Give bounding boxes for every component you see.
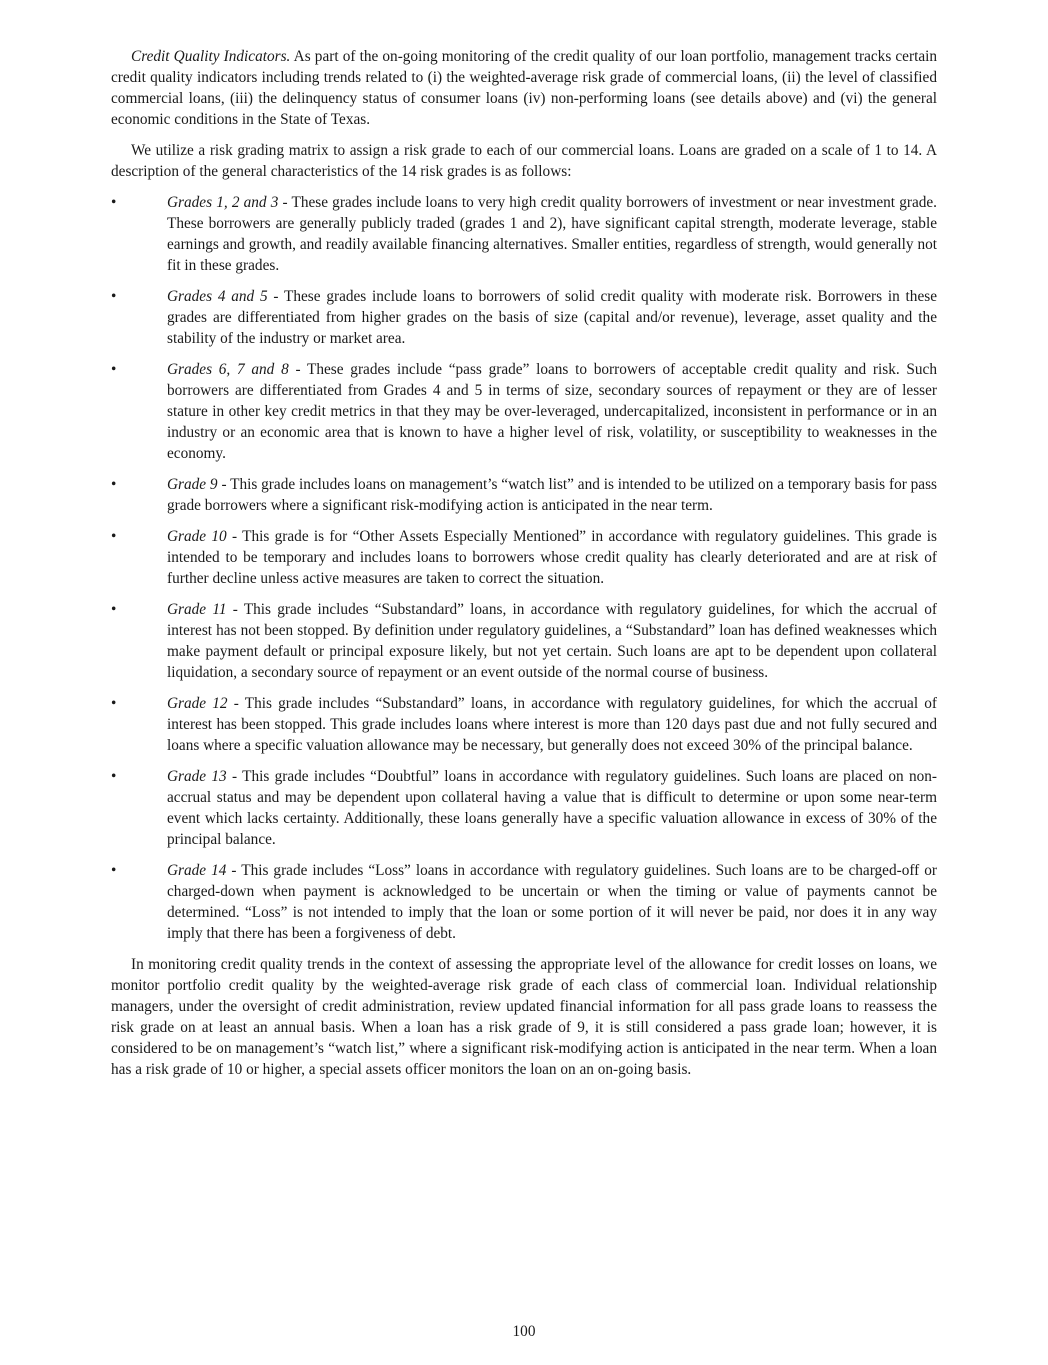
grade-text: - This grade includes loans on management’s “watch list” and is intended to be utilized on a temporary basis for pass grade borrowers where a significant risk-modifying action is anticipated in the near term. [167,476,938,514]
risk-matrix-paragraph: We utilize a risk grading matrix to assign a risk grade to each of our commercial loans. Loans are graded on a scale of 1 to 14. A description of the general characteristics of the 14 risk grades is as follows: [111,142,937,180]
bullet-icon: • [111,601,117,618]
grade-text: - This grade includes “Substandard” loans, in accordance with regulatory guidelines, for which the accrual of interest has been stopped. This grade includes loans where interest is more than 120 days past due and not fully secured and loans where a specific valuation allowance may be necessary, but generally does not exceed 30% of the principal balance. [167,695,938,754]
grade-item [111,599,937,683]
grade-item [111,359,937,464]
credit-quality-text: As part of the on-going monitoring of the credit quality of our loan portfolio, management tracks certain credit quality indicators including trends related to (i) the weighted-average risk grade of commercial loans, (ii) the level of classified commercial loans, (iii) the delinquency status of consumer loans (iv) non-performing loans (see details above) and (vi) the general economic conditions in the State of Texas. [111,48,938,128]
grade-label: Grade 11 [167,601,227,618]
grade-label: Grade 9 [167,476,218,493]
grade-label: Grade 10 [167,528,227,545]
grade-item [111,192,937,276]
grade-text: - This grade includes “Doubtful” loans in accordance with regulatory guidelines. Such loans are placed on non-accrual status and may be dependent upon collateral having a value that is difficult to determine or upon some near-term event which lacks certainty. Additionally, these loans generally have a specific valuation allowance in excess of 30% of the principal balance. [167,768,937,848]
grade-label: Grades 6, 7 and 8 [167,361,289,378]
grade-item [111,474,937,516]
grade-label: Grade 14 [167,862,227,879]
grade-text: - This grade includes “Substandard” loans, in accordance with regulatory guidelines, for which the accrual of interest has not been stopped. By definition under regulatory guidelines, a “Substandard” loan has defined weaknesses which make payment default or principal exposure likely, but not yet certain. Such loans are apt to be dependent upon collateral liquidation, a secondary source of repayment or an event outside of the normal course of business. [167,601,937,681]
bullet-icon: • [111,476,117,493]
grade-text: - These grades include loans to borrowers of solid credit quality with moderate risk. Borrowers in these grades are differentiated from higher grades on the basis of size (capital and/or revenue), leverage, asset quality and the stability of the industry or market area. [167,288,937,347]
credit-quality-paragraph [111,46,937,130]
grade-label: Grades 1, 2 and 3 [167,194,279,211]
grade-text: - This grade includes “Loss” loans in accordance with regulatory guidelines. Such loans are to be charged-off or charged-down when payment is acknowledged to be uncertain or when the timing or value of payments cannot be determined. “Loss” is not intended to imply that the loan or some portion of it will never be paid, nor does it in any way imply that there has been a forgiveness of debt. [167,862,938,942]
bullet-icon: • [111,194,117,211]
grade-label: Grades 4 and 5 [167,288,268,305]
bullet-icon: • [111,528,117,545]
document-page [111,46,937,1090]
grade-text: - These grades include “pass grade” loans to borrowers of acceptable credit quality and risk. Such borrowers are differentiated from Grades 4 and 5 in terms of size, secondary sources of repayment or they are of lesser stature in other key credit metrics in that they may be over-leveraged, undercapitalized, inconsistent in performance or in an industry or an economic area that is known to have a higher level of risk, volatility, or susceptibility to weaknesses in the economy. [167,361,937,462]
grade-item [111,286,937,349]
bullet-icon: • [111,361,117,378]
bullet-icon: • [111,862,117,879]
credit-quality-heading: Credit Quality Indicators. [131,48,291,65]
grade-text: - These grades include loans to very high credit quality borrowers of investment or near investment grade. These borrowers are generally publicly traded (grades 1 and 2), have significant capital strength, moderate leverage, stable earnings and growth, and readily available financing alternatives. Smaller entities, regardless of strength, would generally not fit in these grades. [167,194,937,274]
grade-item [111,860,937,944]
bullet-icon: • [111,695,117,712]
monitoring-paragraph: In monitoring credit quality trends in the context of assessing the appropriate level of the allowance for credit losses on loans, we monitor portfolio credit quality by the weighted-average risk grade of each class of commercial loan. Individual relationship managers, under the oversight of credit administration, review updated financial information for all pass grade loans to reassess the risk grade on at least an annual basis. When a loan has a risk grade of 9, it is still considered a pass grade loan; however, it is considered to be on management’s “watch list,” where a significant risk-modifying action is anticipated in the near term. When a loan has a risk grade of 10 or higher, a special assets officer monitors the loan on an on-going basis. [111,956,937,1078]
grade-text: - This grade is for “Other Assets Especially Mentioned” in accordance with regulatory guidelines. This grade is intended to be temporary and includes loans to borrowers whose credit quality has clearly deteriorated and are at risk of further decline unless active measures are taken to correct the situation. [167,528,937,587]
grade-item [111,693,937,756]
risk-grade-list [111,192,937,944]
bullet-icon: • [111,768,117,785]
bullet-icon: • [111,288,117,305]
grade-item [111,766,937,850]
page-number: 100 [512,1323,536,1340]
grade-label: Grade 13 [167,768,227,785]
grade-label: Grade 12 [167,695,228,712]
grade-item [111,526,937,589]
